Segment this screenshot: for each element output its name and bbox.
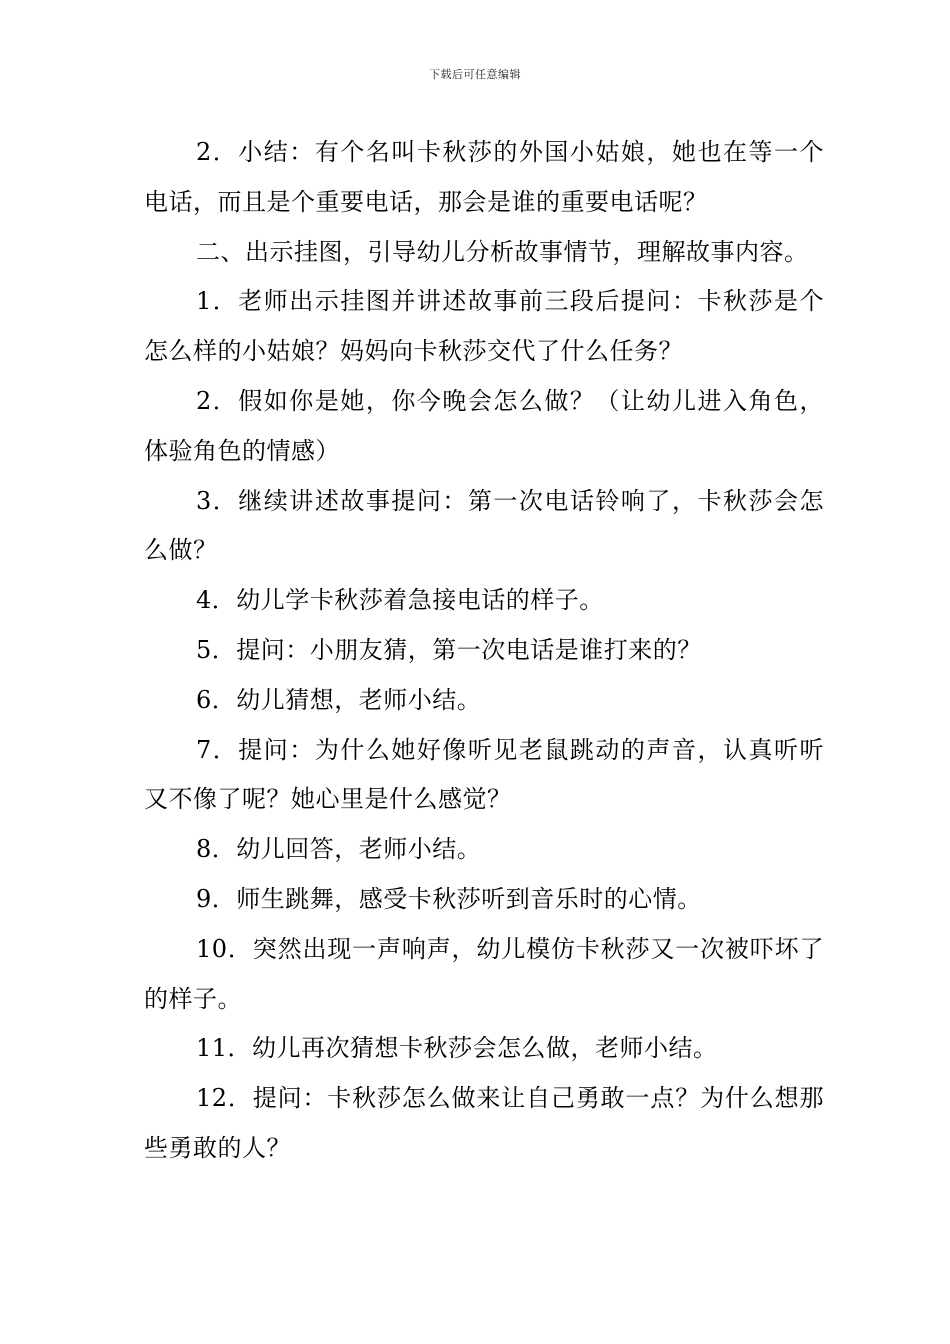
paragraph-step-4: 4．幼儿学卡秋莎着急接电话的样子。: [196, 586, 604, 615]
paragraph-step-5: 5．提问：小朋友猜，第一次电话是谁打来的？: [196, 635, 702, 664]
paragraph-step-11: 11．幼儿再次猜想卡秋莎会怎么做，老师小结。: [196, 1034, 718, 1063]
paragraph-step-7: 7．提问：为什么她好像听见老鼠跳动的声音，认真听听又不像了呢？她心里是什么感觉？: [144, 735, 824, 814]
page-header: 下载后可任意编辑: [429, 68, 521, 81]
paragraph-step-8: 8．幼儿回答，老师小结。: [196, 835, 482, 864]
paragraph-step-9: 9．师生跳舞，感受卡秋莎听到音乐时的心情。: [196, 884, 702, 913]
paragraph-section-two: 二、出示挂图，引导幼儿分析故事情节，理解故事内容。: [196, 237, 809, 266]
document-body: [144, 128, 824, 1174]
paragraph-step-1: 1．老师出示挂图并讲述故事前三段后提问：卡秋莎是个怎么样的小姑娘？妈妈向卡秋莎交代了什么任务？: [144, 287, 824, 366]
paragraph-step-2: 2．假如你是她，你今晚会怎么做？（让幼儿进入角色，体验角色的情感）: [144, 386, 824, 465]
paragraph-step-10: 10．突然出现一声响声，幼儿模仿卡秋莎又一次被吓坏了的样子。: [144, 934, 824, 1013]
paragraph-summary: 2．小结：有个名叫卡秋莎的外国小姑娘，她也在等一个电话，而且是个重要电话，那会是谁的重要电话呢？: [144, 138, 824, 216]
paragraph-step-12: 12．提问：卡秋莎怎么做来让自己勇敢一点？为什么想那些勇敢的人？: [144, 1084, 824, 1162]
paragraph-step-6: 6．幼儿猜想，老师小结。: [196, 685, 482, 714]
paragraph-step-3: 3．继续讲述故事提问：第一次电话铃响了，卡秋莎会怎么做？: [144, 486, 824, 565]
